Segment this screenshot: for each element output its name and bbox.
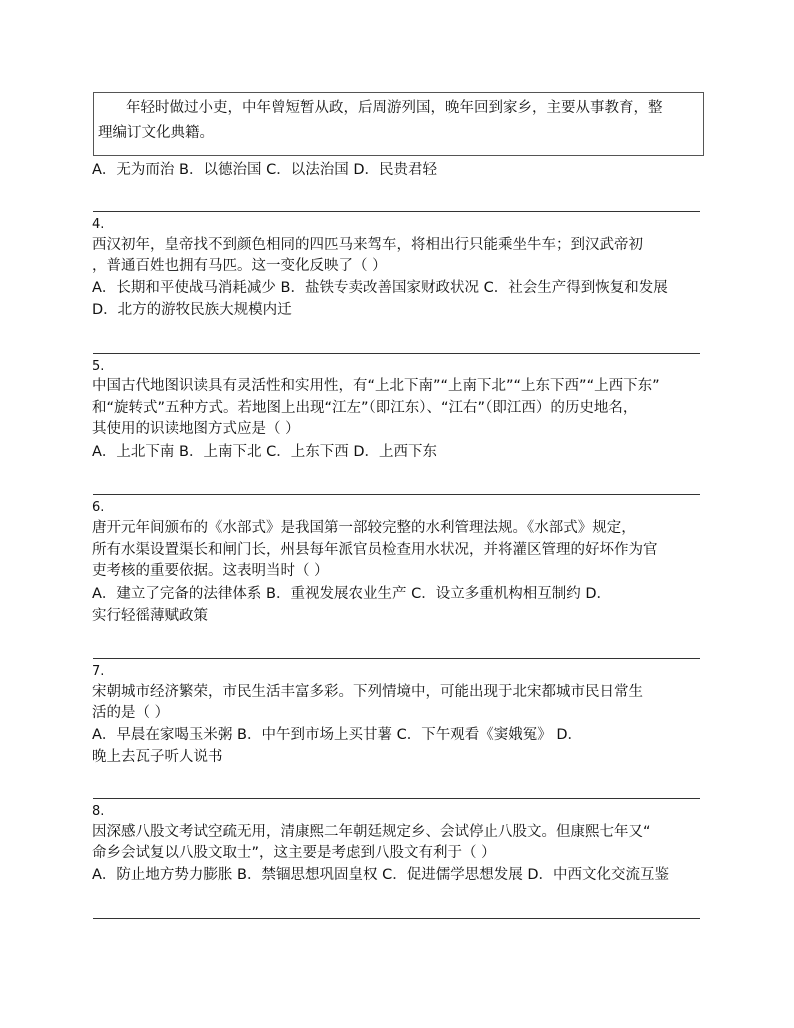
question-text: 所有水渠设置渠长和闸门长，州县每年派官员检查用水状况，并将灌区管理的好坏作为官 xyxy=(92,542,658,558)
question-text: 命乡会试复以八股文取士”，这主要是考虑到八股文有利于（ ） xyxy=(92,845,496,861)
question-text: 中国古代地图识读具有灵活性和实用性，有“上北下南”“上南下北”“上东下西”“上西下东” xyxy=(92,378,660,394)
question-options: A．建立了完备的法律体系 B．重视发展农业生产 C．设立多重机构相互制约 D． xyxy=(92,586,611,602)
question-number: 5. xyxy=(92,359,105,374)
question-text: 吏考核的重要依据。这表明当时（ ） xyxy=(92,563,329,579)
question-options: A．早晨在家喝玉米粥 B．中午到市场上买甘薯 C．下午观看《窦娥冤》 D． xyxy=(92,727,582,743)
question-text: 宋朝城市经济繁荣，市民生活丰富多彩。下列情境中，可能出现于北宋都城市民日常生 xyxy=(92,684,643,700)
question-options: D．北方的游牧民族大规模内迁 xyxy=(92,302,292,318)
question-text: 和“旋转式”五种方式。若地图上出现“江左”（即江东）、“江右”（即江西）的历史地名， xyxy=(92,400,638,416)
question-text: ，普通百姓也拥有马匹。这一变化反映了（ ） xyxy=(92,258,387,274)
question-text: 唐开元年间颁布的《水部式》是我国第一部较完整的水利管理法规。《水部式》规定， xyxy=(92,520,636,536)
question-options: 实行轻徭薄赋政策 xyxy=(92,608,208,624)
divider xyxy=(93,211,700,212)
intro-options: A．无为而治 B．以德治国 C．以法治国 D．民贵君轻 xyxy=(92,162,437,178)
question-options: A．上北下南 B．上南下北 C．上东下西 D．上西下东 xyxy=(92,444,437,460)
question-number: 7. xyxy=(92,664,105,679)
question-number: 8. xyxy=(92,804,105,819)
divider xyxy=(93,494,700,495)
question-number: 6. xyxy=(92,500,105,515)
question-options: 晚上去瓦子听人说书 xyxy=(92,749,223,765)
divider xyxy=(93,798,700,799)
question-options: A．防止地方势力膨胀 B．禁锢思想巩固皇权 C．促进儒学思想发展 D．中西文化交流互鉴 xyxy=(92,867,669,883)
question-text: 其使用的识读地图方式应是（ ） xyxy=(92,421,300,437)
divider xyxy=(93,658,700,659)
question-text: 因深感八股文考试空疏无用，清康熙二年朝廷规定乡、会试停止八股文。但康熙七年又“ xyxy=(92,824,651,840)
question-text: 活的是（ ） xyxy=(92,705,170,721)
passage-line-2: 理编订文化典籍。 xyxy=(98,125,214,141)
question-text: 西汉初年，皇帝找不到颜色相同的四匹马来驾车，将相出行只能乘坐牛车；到汉武帝初 xyxy=(92,237,643,253)
question-options: A．长期和平使战马消耗减少 B．盐铁专卖改善国家财政状况 C．社会生产得到恢复和发展 xyxy=(92,280,668,296)
passage-line-1: 年轻时做过小吏，中年曾短暂从政，后周游列国，晚年回到家乡，主要从事教育，整 xyxy=(126,100,663,116)
passage-box xyxy=(93,92,704,156)
question-number: 4. xyxy=(92,217,105,232)
divider xyxy=(93,918,700,919)
divider xyxy=(93,353,700,354)
